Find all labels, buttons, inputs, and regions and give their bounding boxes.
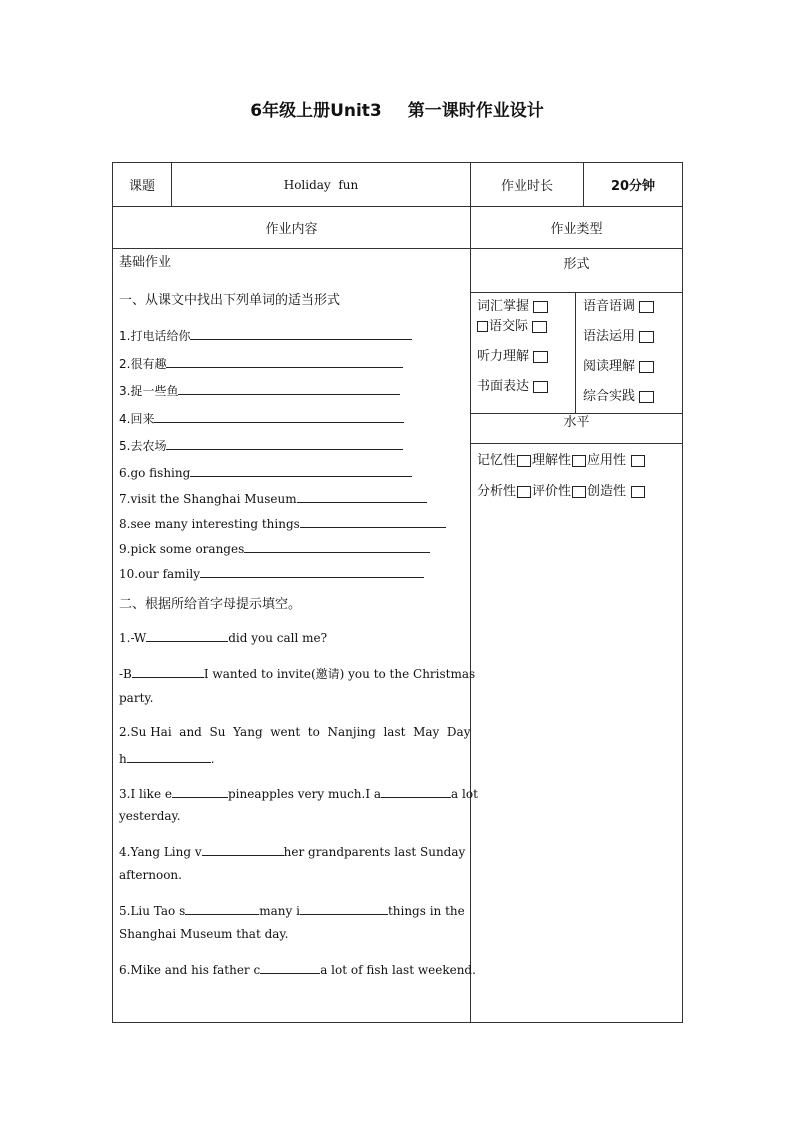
form-label: 形式 (471, 249, 682, 293)
checkbox[interactable] (517, 486, 531, 498)
s2-q5: 5.Liu Tao s many i things in the (119, 904, 465, 918)
s1-item-8: 8.see many interesting things (119, 515, 464, 531)
checkbox[interactable] (639, 301, 654, 313)
checkbox[interactable] (532, 321, 547, 333)
s1-item-3: 3.捉一些鱼 (119, 382, 464, 399)
form-opt-reading: 阅读理解 (583, 355, 654, 374)
s2-q4-cont: afternoon. (119, 868, 182, 882)
title-part1: 6年级上册Unit3 (250, 101, 382, 121)
checkbox[interactable] (533, 351, 548, 363)
content-header: 作业内容 (113, 207, 471, 249)
s2-q2-cont: h . (119, 752, 215, 766)
s1-item-4: 4.回来 (119, 410, 464, 427)
form-opt-pronunciation: 语音语调 (583, 295, 654, 314)
form-opt-listening: 听力理解 (477, 345, 548, 364)
topic-label: 课题 (113, 163, 172, 207)
level-row-1: 记忆性 理解性 应用性 (477, 449, 646, 468)
s2-q3-cont: yesterday. (119, 809, 181, 823)
s1-item-6: 6.go fishing (119, 464, 464, 480)
level-row-2: 分析性 评价性 创造性 (477, 480, 646, 499)
level-label: 水平 (471, 413, 682, 444)
s2-q1b: -B I wanted to invite(邀请) you to the Christmas (119, 667, 476, 681)
form-options (471, 293, 682, 414)
form-opt-communication: 语交际 (477, 315, 547, 334)
topic-value: Holiday fun (172, 163, 471, 207)
s1-item-1: 1.打电话给你 (119, 327, 464, 344)
form-opt-vocab: 词汇掌握 (477, 295, 548, 314)
checkbox[interactable] (639, 361, 654, 373)
checkbox[interactable] (631, 486, 645, 498)
checkbox[interactable] (517, 455, 531, 467)
checkbox[interactable] (631, 455, 645, 467)
s1-item-7: 7.visit the Shanghai Museum (119, 490, 464, 506)
checkbox[interactable] (639, 331, 654, 343)
form-opt-practice: 综合实践 (583, 385, 654, 404)
section2-heading: 二、根据所给首字母提示填空。 (119, 597, 302, 612)
checkbox[interactable] (572, 455, 586, 467)
duration-value: 20分钟 (584, 163, 683, 207)
s1-item-10: 10.our family (119, 565, 464, 581)
form-opt-writing: 书面表达 (477, 375, 548, 394)
s2-q1a: 1.-W did you call me? (119, 631, 328, 645)
s1-item-5: 5.去农场 (119, 437, 464, 454)
duration-label: 作业时长 (471, 163, 584, 207)
content-cell (113, 249, 478, 1023)
type-header: 作业类型 (471, 207, 683, 249)
title-part2: 第一课时作业设计 (407, 101, 544, 121)
s2-q1b-cont: party. (119, 691, 154, 705)
section1-heading: 一、从课文中找出下列单词的适当形式 (119, 293, 341, 308)
form-opt-grammar: 语法运用 (583, 325, 654, 344)
s2-q6: 6.Mike and his father c a lot of fish last weekend. (119, 963, 476, 977)
s2-q3: 3.I like e pineapples very much.I a a lot (119, 787, 478, 801)
checkbox[interactable] (572, 486, 586, 498)
type-cell (471, 249, 683, 1023)
homework-table (112, 162, 683, 1023)
basic-homework-label: 基础作业 (119, 255, 172, 270)
checkbox[interactable] (639, 391, 654, 403)
s2-q2: 2.Su Hai and Su Yang went to Nanjing last May Day (119, 725, 471, 739)
s1-item-9: 9.pick some oranges (119, 540, 464, 556)
checkbox[interactable] (477, 321, 488, 332)
s2-q4: 4.Yang Ling v her grandparents last Sunday (119, 845, 466, 859)
checkbox[interactable] (533, 381, 548, 393)
checkbox[interactable] (533, 301, 548, 313)
s2-q5-cont: Shanghai Museum that day. (119, 927, 289, 941)
page-title (0, 96, 794, 121)
s1-item-2: 2.很有趣 (119, 355, 464, 372)
